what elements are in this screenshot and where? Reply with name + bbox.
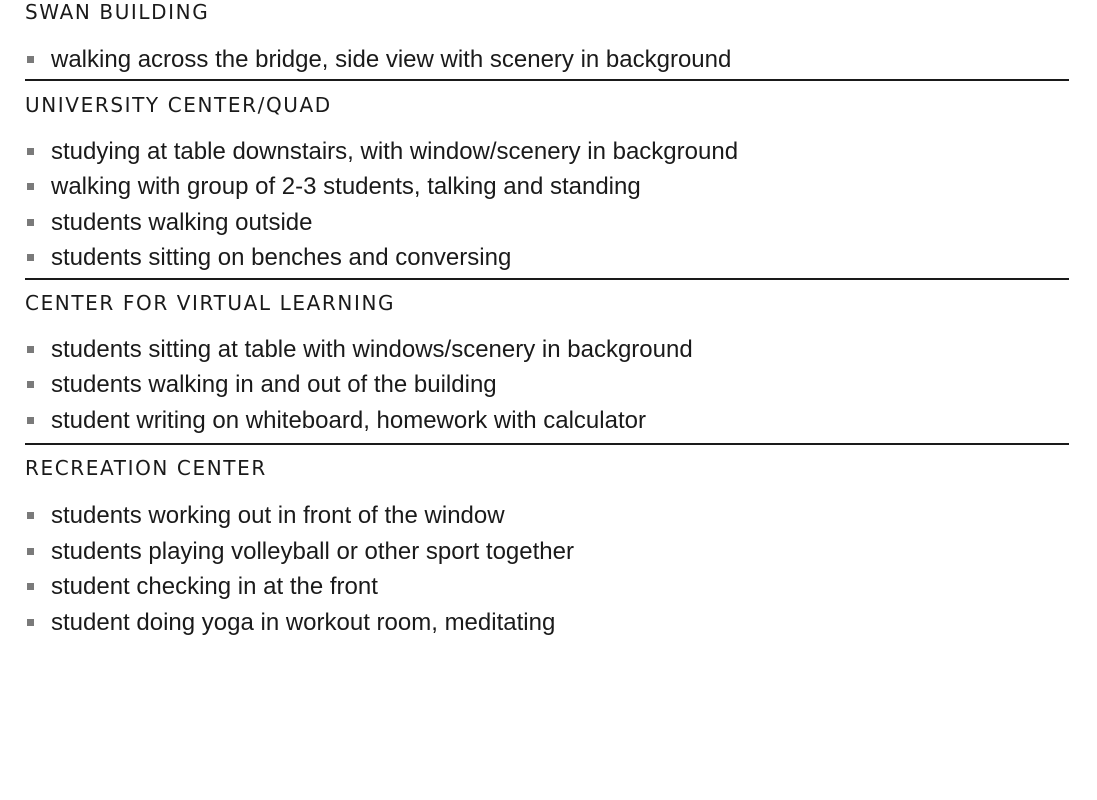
item-list: [25, 332, 1069, 439]
list-item: [25, 332, 1069, 368]
square-bullet-icon: [27, 346, 34, 353]
list-item-text: studying at table downstairs, with window/scenery in background: [51, 137, 739, 165]
list-item-text: walking across the bridge, side view with scenery in background: [51, 46, 732, 73]
square-bullet-icon: [27, 254, 34, 261]
list-item-text: student doing yoga in workout room, meditating: [51, 608, 556, 636]
square-bullet-icon: [27, 183, 34, 190]
list-item-text: students walking in and out of the building: [51, 371, 497, 398]
list-item: [25, 240, 1069, 276]
square-bullet-icon: [27, 583, 34, 590]
shot-list-document: [25, 0, 1069, 640]
square-bullet-icon: [27, 219, 34, 226]
list-item-text: walking with group of 2-3 students, talking and standing: [51, 173, 641, 200]
list-item-text: students working out in front of the window: [51, 502, 505, 529]
section-title: CENTER FOR VIRTUAL LEARNING: [25, 290, 396, 315]
square-bullet-icon: [27, 381, 34, 388]
list-item: [25, 534, 1069, 570]
square-bullet-icon: [27, 417, 34, 424]
list-item: [25, 42, 1069, 78]
list-item: [25, 169, 1069, 205]
list-item-text: students playing volleyball or other sport together: [51, 537, 574, 565]
section-center-for-virtual-learning: [25, 291, 1069, 439]
list-item-text: student writing on whiteboard, homework with calculator: [51, 406, 646, 434]
item-list: [25, 42, 1069, 78]
square-bullet-icon: [27, 512, 34, 519]
section-divider: [25, 443, 1069, 445]
list-item-text: students sitting on benches and conversing: [51, 244, 512, 271]
square-bullet-icon: [27, 548, 34, 555]
item-list: [25, 498, 1069, 640]
square-bullet-icon: [27, 56, 34, 63]
section-title: UNIVERSITY CENTER/QUAD: [25, 92, 332, 117]
section-divider: [25, 278, 1069, 280]
list-item-text: students sitting at table with windows/scenery in background: [51, 335, 693, 363]
list-item: [25, 403, 1069, 439]
list-item: [25, 367, 1069, 403]
list-item: [25, 498, 1069, 534]
list-item-text: students walking outside: [51, 208, 313, 236]
square-bullet-icon: [27, 619, 34, 626]
section-university-center-quad: [25, 93, 1069, 276]
item-list: [25, 134, 1069, 276]
list-item: [25, 134, 1069, 170]
list-item: [25, 205, 1069, 241]
section-title: SWAN BUILDING: [25, 0, 210, 24]
list-item: [25, 569, 1069, 605]
square-bullet-icon: [27, 148, 34, 155]
section-recreation-center: [25, 456, 1069, 640]
section-swan-building: [25, 0, 1069, 78]
section-divider: [25, 79, 1069, 81]
section-title: RECREATION CENTER: [25, 456, 267, 480]
list-item: [25, 605, 1069, 641]
list-item-text: student checking in at the front: [51, 573, 378, 600]
